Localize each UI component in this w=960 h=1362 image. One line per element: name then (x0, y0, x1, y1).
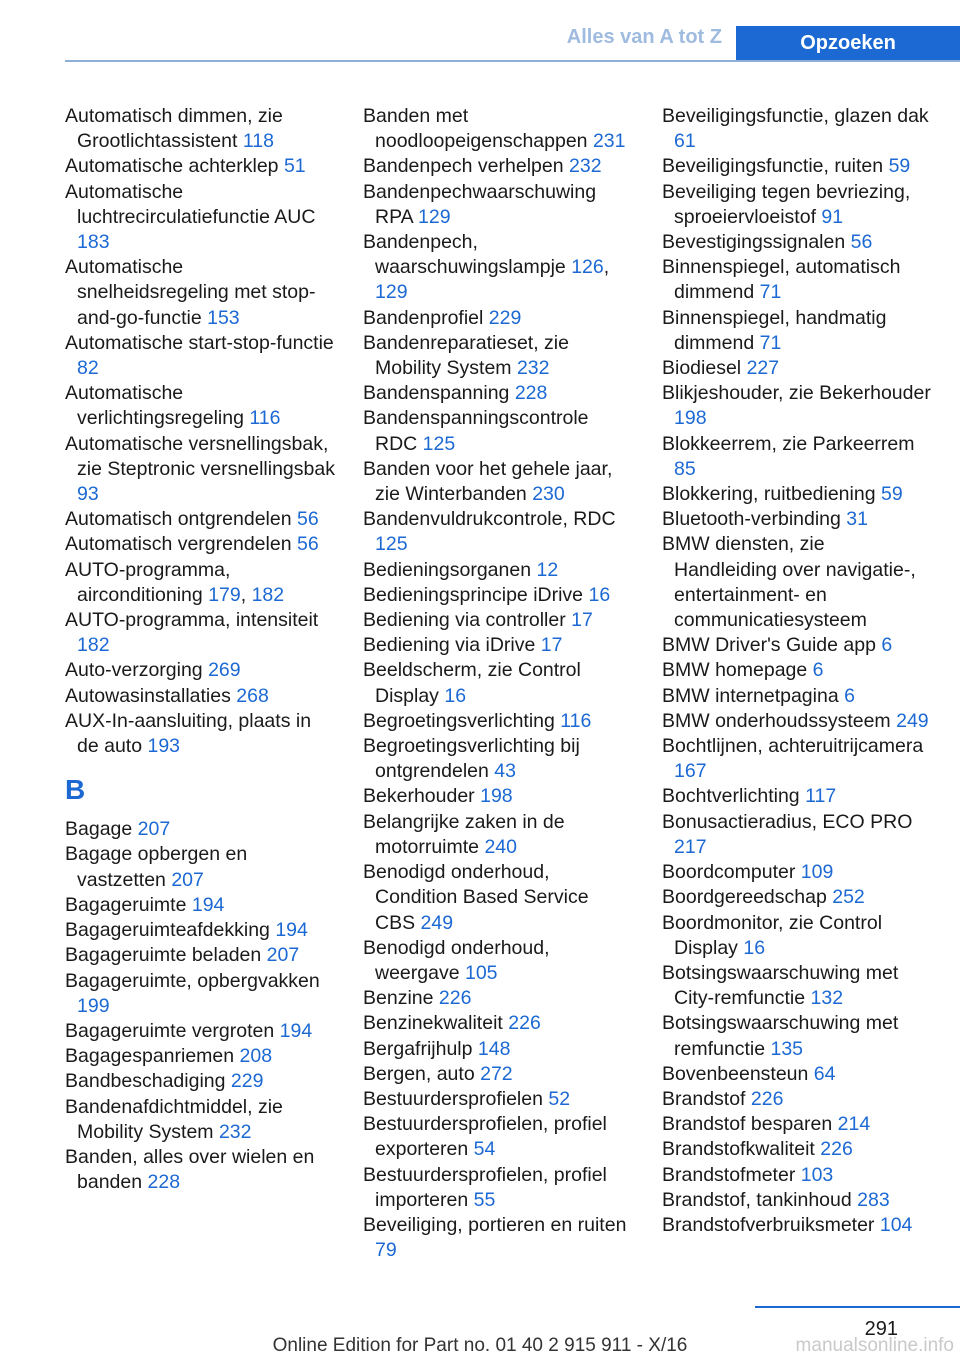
page-link[interactable]: 71 (759, 281, 782, 304)
page-link[interactable]: 269 (208, 659, 241, 682)
page-link[interactable]: 227 (746, 357, 780, 380)
index-entry (662, 306, 932, 356)
index-entry (662, 860, 932, 885)
index-entry-text: Automatische versnellingsbak, zie Steptronic versnellingsbak (65, 432, 335, 480)
page-link[interactable]: 132 (810, 987, 844, 1010)
index-entry-text: Automatisch dimmen, zie Grootlichtassistent (65, 105, 283, 153)
page-link[interactable]: 268 (236, 684, 269, 707)
page-link[interactable]: 52 (548, 1087, 571, 1110)
index-entry-text: Benzine (363, 987, 434, 1010)
page-link[interactable]: 118 (242, 130, 274, 153)
page-link[interactable]: 226 (750, 1087, 784, 1110)
index-entry (65, 1044, 335, 1069)
page-link[interactable]: 43 (494, 760, 516, 783)
index-entry-text: Automatische achterklep (65, 155, 279, 178)
index-entry (363, 810, 633, 860)
page-link[interactable]: 272 (480, 1062, 513, 1085)
page-link[interactable]: 207 (266, 944, 300, 967)
index-entry (662, 180, 932, 230)
index-entry-text: Brandstofmeter (662, 1163, 796, 1186)
index-entry-text: Autowasinstallaties (65, 684, 231, 707)
page-link[interactable]: 230 (532, 483, 565, 506)
index-column-1 (65, 104, 335, 1195)
index-entry-text: AUX-In-aansluiting, plaats in de auto (65, 709, 312, 758)
index-entry-text: Automatische verlichtingsregeling (65, 382, 244, 430)
index-entry-text: Bandenprofiel (363, 306, 484, 329)
index-entry (363, 784, 633, 809)
index-entry (65, 1095, 335, 1145)
page-link[interactable]: 229 (488, 306, 522, 329)
index-entry-text: Bevestigingssignalen (662, 231, 846, 254)
index-entry (65, 331, 335, 381)
index-entry (363, 180, 633, 230)
index-entry (662, 633, 932, 658)
index-entry-text: AUTO-programma, intensiteit (65, 609, 319, 632)
page-link[interactable]: 283 (857, 1188, 890, 1211)
index-entry-text: Blokkeerrem, zie Parkeerrem (662, 432, 915, 455)
page-link[interactable]: 199 (77, 994, 110, 1017)
index-entry-text: Bestuurdersprofielen (363, 1087, 543, 1110)
page-link[interactable]: 228 (514, 382, 548, 405)
page-link[interactable]: 17 (540, 634, 563, 657)
page-link[interactable]: 217 (674, 835, 707, 858)
index-column-3 (662, 104, 932, 1238)
index-entry-text: Begroetingsverlichting (363, 709, 555, 732)
index-entry-text: BMW homepage (662, 659, 808, 682)
index-entry-text: Beveiliging, portieren en ruiten (363, 1213, 627, 1236)
index-entry (662, 911, 932, 961)
index-entry (363, 381, 633, 406)
page-link[interactable]: 252 (832, 886, 865, 909)
index-entry (662, 1087, 932, 1112)
index-entry (662, 1062, 932, 1087)
index-entry (65, 893, 335, 918)
index-entry (363, 1011, 633, 1036)
page-link[interactable]: 105 (464, 961, 498, 984)
index-entry-text: Automatisch ontgrendelen (65, 508, 292, 531)
page-link[interactable]: 6 (844, 684, 855, 707)
index-entry-text: Brandstofverbruiksmeter (662, 1213, 875, 1236)
index-entry (363, 331, 633, 381)
index-entry (363, 306, 633, 331)
page-link[interactable]: 129 (375, 281, 408, 304)
page-link[interactable]: 116 (560, 709, 592, 732)
page-link[interactable]: 85 (674, 457, 696, 480)
index-entry (662, 255, 932, 305)
page-link[interactable]: 126 (571, 256, 604, 279)
index-entry-text: AUTO-programma, airconditioning (65, 558, 231, 606)
index-entry-text: BMW Driver's Guide app (662, 634, 876, 657)
page-link[interactable]: 104 (879, 1213, 913, 1236)
index-entry (363, 860, 633, 936)
index-entry (662, 381, 932, 431)
index-entry-text: Bagageruimteafdekking (65, 919, 270, 942)
index-entry (65, 684, 335, 709)
index-entry-text: Benzinekwaliteit (363, 1012, 503, 1035)
page-link[interactable]: 194 (279, 1019, 313, 1042)
index-entry-text: Bluetooth-verbinding (662, 508, 841, 531)
index-entry (65, 180, 335, 256)
page-link[interactable]: 6 (812, 659, 824, 682)
index-entry (65, 658, 335, 683)
index-entry (662, 684, 932, 709)
page-link[interactable]: 240 (484, 835, 517, 858)
page-link[interactable]: 129 (418, 205, 451, 228)
page-link[interactable]: 59 (888, 155, 911, 178)
index-entry (662, 532, 932, 633)
page-link[interactable]: 103 (800, 1163, 834, 1186)
index-letter-heading: B (65, 774, 86, 806)
index-entry (662, 1011, 932, 1061)
index-entry (662, 356, 932, 381)
index-entry (363, 1087, 633, 1112)
index-entry-text: Auto-verzorging (65, 659, 203, 682)
index-entry-text: Brandstof, tankinhoud (662, 1188, 852, 1211)
page-link[interactable]: 214 (837, 1113, 871, 1136)
index-entry-text: Begroetingsverlichting bij ontgrendelen (363, 735, 580, 783)
index-entry (662, 734, 932, 784)
index-entry-text: BMW internetpagina (662, 684, 839, 707)
page-link[interactable]: 249 (896, 709, 929, 732)
index-entry-text: Brandstofkwaliteit (662, 1138, 815, 1161)
index-entry-text: Boordgereedschap (662, 886, 827, 909)
index-entry (662, 658, 932, 683)
page-link[interactable]: 56 (850, 231, 873, 254)
page-link[interactable]: 55 (473, 1188, 496, 1211)
page-link[interactable]: 194 (275, 919, 308, 942)
page-link[interactable]: 229 (230, 1070, 264, 1093)
page-link[interactable]: 228 (147, 1171, 181, 1194)
index-entry (65, 432, 335, 508)
page-link[interactable]: 6 (881, 634, 893, 657)
index-entry-text: Bovenbeensteun (662, 1062, 809, 1085)
index-entry: AUTO-programma, airconditioning 179, 182 (65, 558, 285, 606)
index-entry-text: Bandenpech verhelpen (363, 155, 564, 178)
index-entry-text: Bagageruimte (65, 893, 187, 916)
index-entry (65, 943, 335, 968)
index-entry (65, 381, 335, 431)
page-link[interactable]: 12 (536, 558, 559, 581)
index-entry-text: Bandenafdichtmiddel, zie Mobility System (65, 1095, 283, 1143)
index-entry (363, 936, 633, 986)
index-entry (662, 507, 932, 532)
index-entry-text: Bandenspanning (363, 382, 510, 405)
index-entry-text: Automatische start-stop-functie (65, 331, 334, 354)
page-link[interactable]: 198 (480, 785, 513, 808)
footer-divider (755, 1306, 960, 1308)
index-entry (363, 1062, 633, 1087)
page-link[interactable]: 93 (77, 483, 99, 506)
index-entry-text: Beeldscherm, zie Control Display (363, 659, 581, 707)
index-entry (65, 1019, 335, 1044)
index-entry (65, 969, 335, 1019)
index-entry (65, 1069, 335, 1094)
page-link[interactable]: 16 (588, 583, 611, 606)
watermark: manualsonline.info (795, 1335, 954, 1356)
index-entry (65, 154, 335, 179)
index-entry-text: Benodigd onderhoud, Condition Based Service CBS (363, 861, 589, 934)
page-link[interactable]: 167 (674, 760, 707, 783)
index-entry (65, 918, 335, 943)
index-entry-text: BMW diensten, zie Handleiding over navigatie-, entertainment- en communicatiesysteem (662, 533, 916, 632)
index-entry (363, 633, 633, 658)
index-entry (363, 1213, 633, 1263)
index-entry-text: Brandstof (662, 1087, 746, 1110)
index-entry (65, 842, 335, 892)
index-entry (65, 104, 335, 154)
index-entry (662, 1112, 932, 1137)
page-link[interactable]: 31 (846, 508, 868, 531)
page-link[interactable]: 61 (674, 130, 696, 153)
page-link[interactable]: 182 (77, 634, 110, 657)
page-link[interactable]: 183 (77, 231, 110, 254)
index-entry-text: Beveiligingsfunctie, glazen dak (662, 105, 929, 127)
index-entry (363, 1163, 633, 1213)
index-entry-text: Bagage opbergen en vastzetten (65, 843, 248, 891)
page-link[interactable]: 56 (296, 533, 319, 556)
page-link[interactable]: 249 (420, 911, 454, 934)
page-link[interactable]: 179 (208, 583, 241, 606)
index-entry (65, 507, 335, 532)
index-entry (65, 532, 335, 557)
index-entry-text: Bagage (65, 818, 133, 841)
index-entry (662, 1188, 932, 1213)
page-link[interactable]: 208 (239, 1045, 273, 1068)
index-entry (363, 709, 633, 734)
index-entry (363, 507, 633, 557)
page-number: 291 (864, 1318, 898, 1340)
page-link[interactable]: 51 (283, 155, 306, 178)
index-entry-text: Bekerhouder (363, 785, 475, 808)
index-entry-text: Botsingswaarschuwing met remfunctie (662, 1012, 899, 1060)
index-entry-text: Bestuurdersprofielen, profiel importeren (363, 1163, 607, 1211)
index-entry-text: Banden met noodloopeigenschappen (363, 105, 588, 153)
page-link[interactable]: 226 (820, 1138, 853, 1161)
index-entry (65, 817, 335, 842)
index-entry-text: Binnenspiegel, automatisch dimmend (662, 256, 901, 304)
page-link[interactable]: 193 (147, 735, 181, 758)
tab-alles-van-a-tot-z[interactable]: Alles van A tot Z (566, 26, 722, 48)
index-entry-text: Banden, alles over wielen en banden (65, 1145, 315, 1194)
index-entry-text: Bandenpech, waarschuwingslampje (363, 231, 566, 279)
index-entry (662, 810, 932, 860)
page-link[interactable]: 16 (743, 936, 766, 959)
page-link[interactable]: 16 (444, 684, 467, 707)
index-entry-text: Binnenspiegel, handmatig dimmend (662, 306, 887, 354)
index-entry-text: Bagageruimte beladen (65, 944, 262, 967)
index-entry-text: Blokkering, ruitbediening (662, 483, 876, 506)
page-link[interactable]: 17 (571, 609, 593, 632)
index-entry (662, 482, 932, 507)
page-link[interactable]: 91 (821, 205, 844, 228)
page-link[interactable]: 71 (759, 331, 782, 354)
index-entry (662, 1163, 932, 1188)
index-entry (662, 230, 932, 255)
index-entry (363, 406, 633, 456)
index-entry-text: Bediening via controller (363, 609, 566, 632)
index-entry-text: Automatisch vergrendelen (65, 533, 292, 556)
page-link[interactable]: 125 (422, 432, 456, 455)
index-entry-text: Bagageruimte, opbergvakken (65, 969, 320, 992)
index-entry (65, 709, 335, 759)
page-link[interactable]: 79 (375, 1239, 397, 1262)
index-entry (662, 784, 932, 809)
index-entry-text: Bandbeschadiging (65, 1070, 226, 1093)
page-link[interactable]: 226 (508, 1012, 541, 1035)
page-link[interactable]: 135 (770, 1037, 804, 1060)
index-entry (363, 558, 633, 583)
index-entry-text: Boordmonitor, zie Control Display (662, 911, 883, 959)
index-entry (662, 432, 932, 482)
index-entry-text: Bedieningsprincipe iDrive (363, 583, 584, 606)
index-entry (65, 608, 335, 658)
index-entry-text: Banden voor het gehele jaar, zie Winterbanden (363, 457, 613, 506)
index-entry-text: Bandenreparatieset, zie Mobility System (363, 331, 569, 380)
index-entry (363, 1037, 633, 1062)
index-entry-text: Bochtverlichting (662, 785, 800, 808)
index-entry (363, 154, 633, 179)
edition-footer: Online Edition for Part no. 01 40 2 915 911 - X/16 (272, 1335, 688, 1356)
index-entry (363, 1112, 633, 1162)
tab-opzoeken[interactable]: Opzoeken (736, 26, 960, 62)
index-entry (65, 255, 335, 331)
index-entry (662, 709, 932, 734)
index-entry (662, 104, 932, 154)
index-entry-text: Beveiligingsfunctie, ruiten (662, 155, 884, 178)
page-link[interactable]: 153 (207, 306, 240, 329)
index-entry-text: Benodigd onderhoud, weergave (363, 936, 550, 984)
page-link[interactable]: 207 (171, 868, 204, 891)
index-entry-text: Bediening via iDrive (363, 634, 536, 657)
index-entry (662, 1213, 932, 1238)
index-entry (363, 457, 633, 507)
page-link[interactable]: 207 (137, 818, 171, 841)
page-link[interactable]: 194 (191, 893, 225, 916)
index-entry-text: Bergafrijhulp (363, 1037, 473, 1060)
index-entry-text: Botsingswaarschuwing met City-remfunctie (662, 961, 899, 1010)
index-entry-text: Bandenspanningscontrole RDC (363, 407, 589, 455)
index-entry-text: Bedieningsorganen (363, 558, 532, 581)
index-column-2 (363, 104, 633, 1263)
index-entry-text: Bonusactieradius, ECO PRO (662, 810, 913, 833)
index-entry (363, 734, 633, 784)
index-entry-text: BMW onderhoudssysteem (662, 709, 891, 732)
index-entry-text: Bochtlijnen, achteruitrijcamera (662, 735, 924, 758)
index-entry (363, 104, 633, 154)
page-link[interactable]: 56 (297, 508, 319, 531)
page-link[interactable]: 125 (375, 533, 408, 556)
page-link[interactable]: 226 (438, 987, 472, 1010)
index-entry (363, 608, 633, 633)
index-entry-text: Automatische snelheidsregeling met stop-and-go-functie (65, 256, 316, 329)
index-entry-text: Brandstof besparen (662, 1113, 833, 1136)
index-entry (65, 1145, 335, 1195)
header-divider (65, 60, 960, 62)
index-entry (363, 986, 633, 1011)
page-link[interactable]: 148 (477, 1037, 511, 1060)
page-link[interactable]: 59 (880, 483, 903, 506)
index-entry-text: Bandenpechwaarschuwing RPA (363, 180, 597, 228)
index-entry-text: Bandenvuldrukcontrole, RDC (363, 508, 616, 531)
page-link[interactable]: 198 (674, 407, 707, 430)
page-link[interactable]: 231 (592, 130, 626, 153)
index-entry (662, 1137, 932, 1162)
page-link[interactable]: 116 (249, 407, 281, 430)
page-link[interactable]: 232 (516, 357, 550, 380)
index-entry-text: Biodiesel (662, 357, 742, 380)
page-link[interactable]: 109 (800, 861, 834, 884)
index-entry (363, 583, 633, 608)
page-link[interactable]: 64 (813, 1062, 836, 1085)
index-entry (662, 154, 932, 179)
index-entry-text: Belangrijke zaken in de motorruimte (363, 810, 565, 858)
index-entry-text: Boordcomputer (662, 861, 796, 884)
page-link[interactable]: 232 (218, 1120, 252, 1143)
index-entry-text: Bagagespanriemen (65, 1045, 235, 1068)
index-entry-text: Beveiliging tegen bevriezing, sproeiervloeistof (662, 180, 911, 228)
index-entry-text: Bestuurdersprofielen, profiel exporteren (363, 1113, 607, 1161)
page-link[interactable]: 232 (569, 155, 602, 178)
index-entry: Bandenpech, waarschuwingslampje 126, 129 (363, 231, 610, 304)
page-link[interactable]: 82 (77, 357, 99, 380)
index-entry-text: Blikjeshouder, zie Bekerhouder (662, 382, 931, 405)
page-link[interactable]: 54 (473, 1138, 496, 1161)
index-entry (363, 658, 633, 708)
index-entry-text: Bergen, auto (363, 1062, 475, 1085)
index-entry (662, 961, 932, 1011)
index-entry (662, 885, 932, 910)
index-entry-text: Bagageruimte vergroten (65, 1019, 275, 1042)
index-entry-text: Automatische luchtrecirculatiefunctie AUC (65, 180, 316, 228)
page-link[interactable]: 117 (805, 785, 837, 808)
page-link[interactable]: 182 (251, 583, 285, 606)
